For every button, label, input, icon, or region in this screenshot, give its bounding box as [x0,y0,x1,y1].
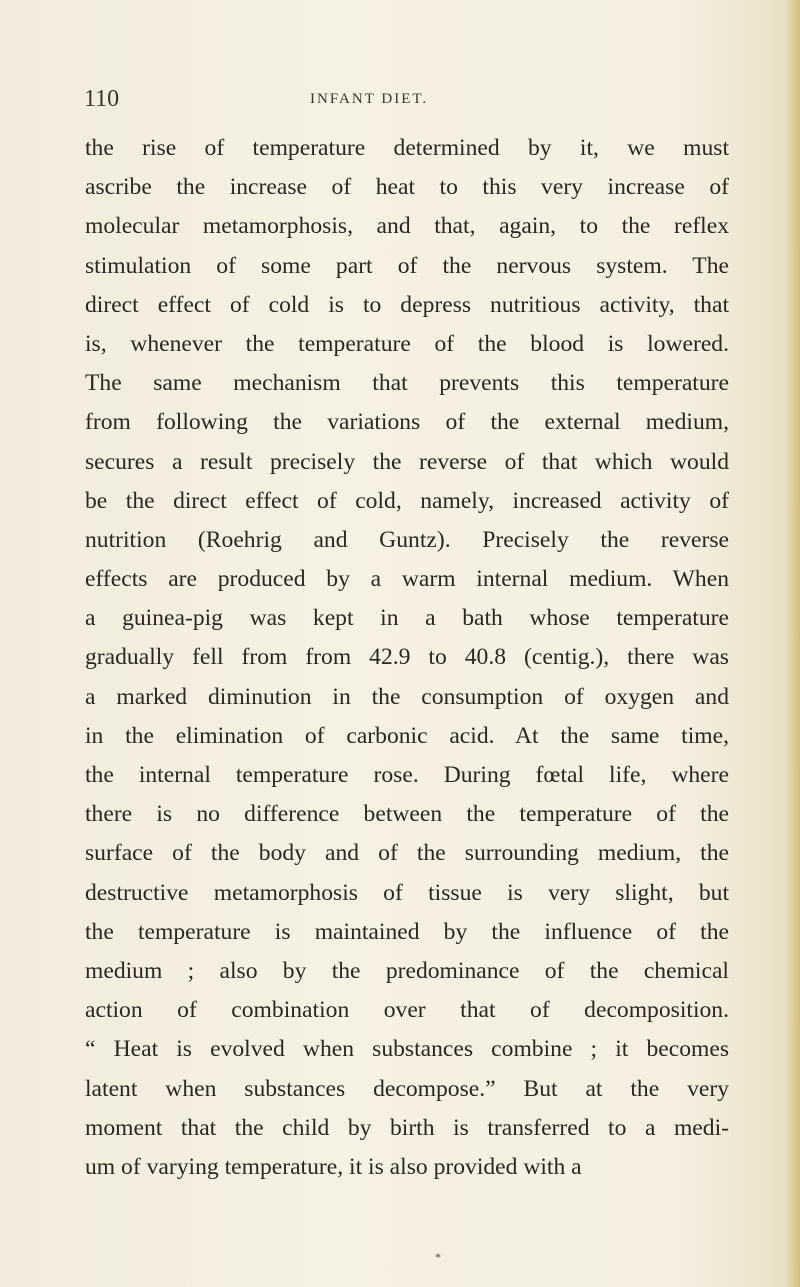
text-line: the internal temperature rose. During fœtal life, where [85,762,729,788]
page-number: 110 [84,86,120,112]
text-line: action of combination over that of decomposition. [85,997,729,1024]
text-line: moment that the child by birth is transferred to a medi- [85,1114,729,1141]
text-line: destructive metamorphosis of tissue is very slight, but [85,879,729,906]
text-line: stimulation of some part of the nervous system. The [85,252,729,279]
text-line: the rise of temperature determined by it, we must [85,135,729,161]
text-line: gradually fell from from 42.9 to 40.8 (centig.), there was [85,644,729,671]
signature-mark: * [435,1250,441,1264]
text-line: “ Heat is evolved when substances combine ; it becomes [85,1036,729,1063]
body-text [85,129,729,1187]
text-line: ascribe the increase of heat to this very increase of [85,174,729,201]
text-line: there is no difference between the temperature of the [85,801,729,828]
text-line: effects are produced by a warm internal medium. When [85,566,729,593]
text-line: surface of the body and of the surrounding medium, the [85,840,729,867]
text-line: a marked diminution in the consumption of oxygen and [85,683,729,710]
text-line: The same mechanism that prevents this temperature [85,370,729,397]
text-line: secures a result precisely the reverse of that which would [85,448,729,475]
page-edge [786,0,800,1287]
text-line: molecular metamorphosis, and that, again, to the reflex [85,213,729,240]
text-line: latent when substances decompose.” But at the very [85,1075,729,1102]
text-line: a guinea-pig was kept in a bath whose temperature [85,605,729,632]
text-line: in the elimination of carbonic acid. At the same time, [85,722,729,749]
text-line: medium ; also by the predominance of the chemical [85,957,729,984]
running-head: INFANT DIET. [310,91,429,107]
page-header [84,86,724,116]
text-line: be the direct effect of cold, namely, increased activity of [85,487,729,514]
text-line: nutrition (Roehrig and Guntz). Precisely the reverse [85,526,729,553]
text-line: um of varying temperature, it is also provided with a [85,1153,582,1180]
text-line: from following the variations of the external medium, [85,409,729,436]
text-line: the temperature is maintained by the influence of the [85,918,729,945]
text-line: is, whenever the temperature of the blood is lowered. [85,330,729,357]
text-line: direct effect of cold is to depress nutritious activity, that [85,291,729,318]
